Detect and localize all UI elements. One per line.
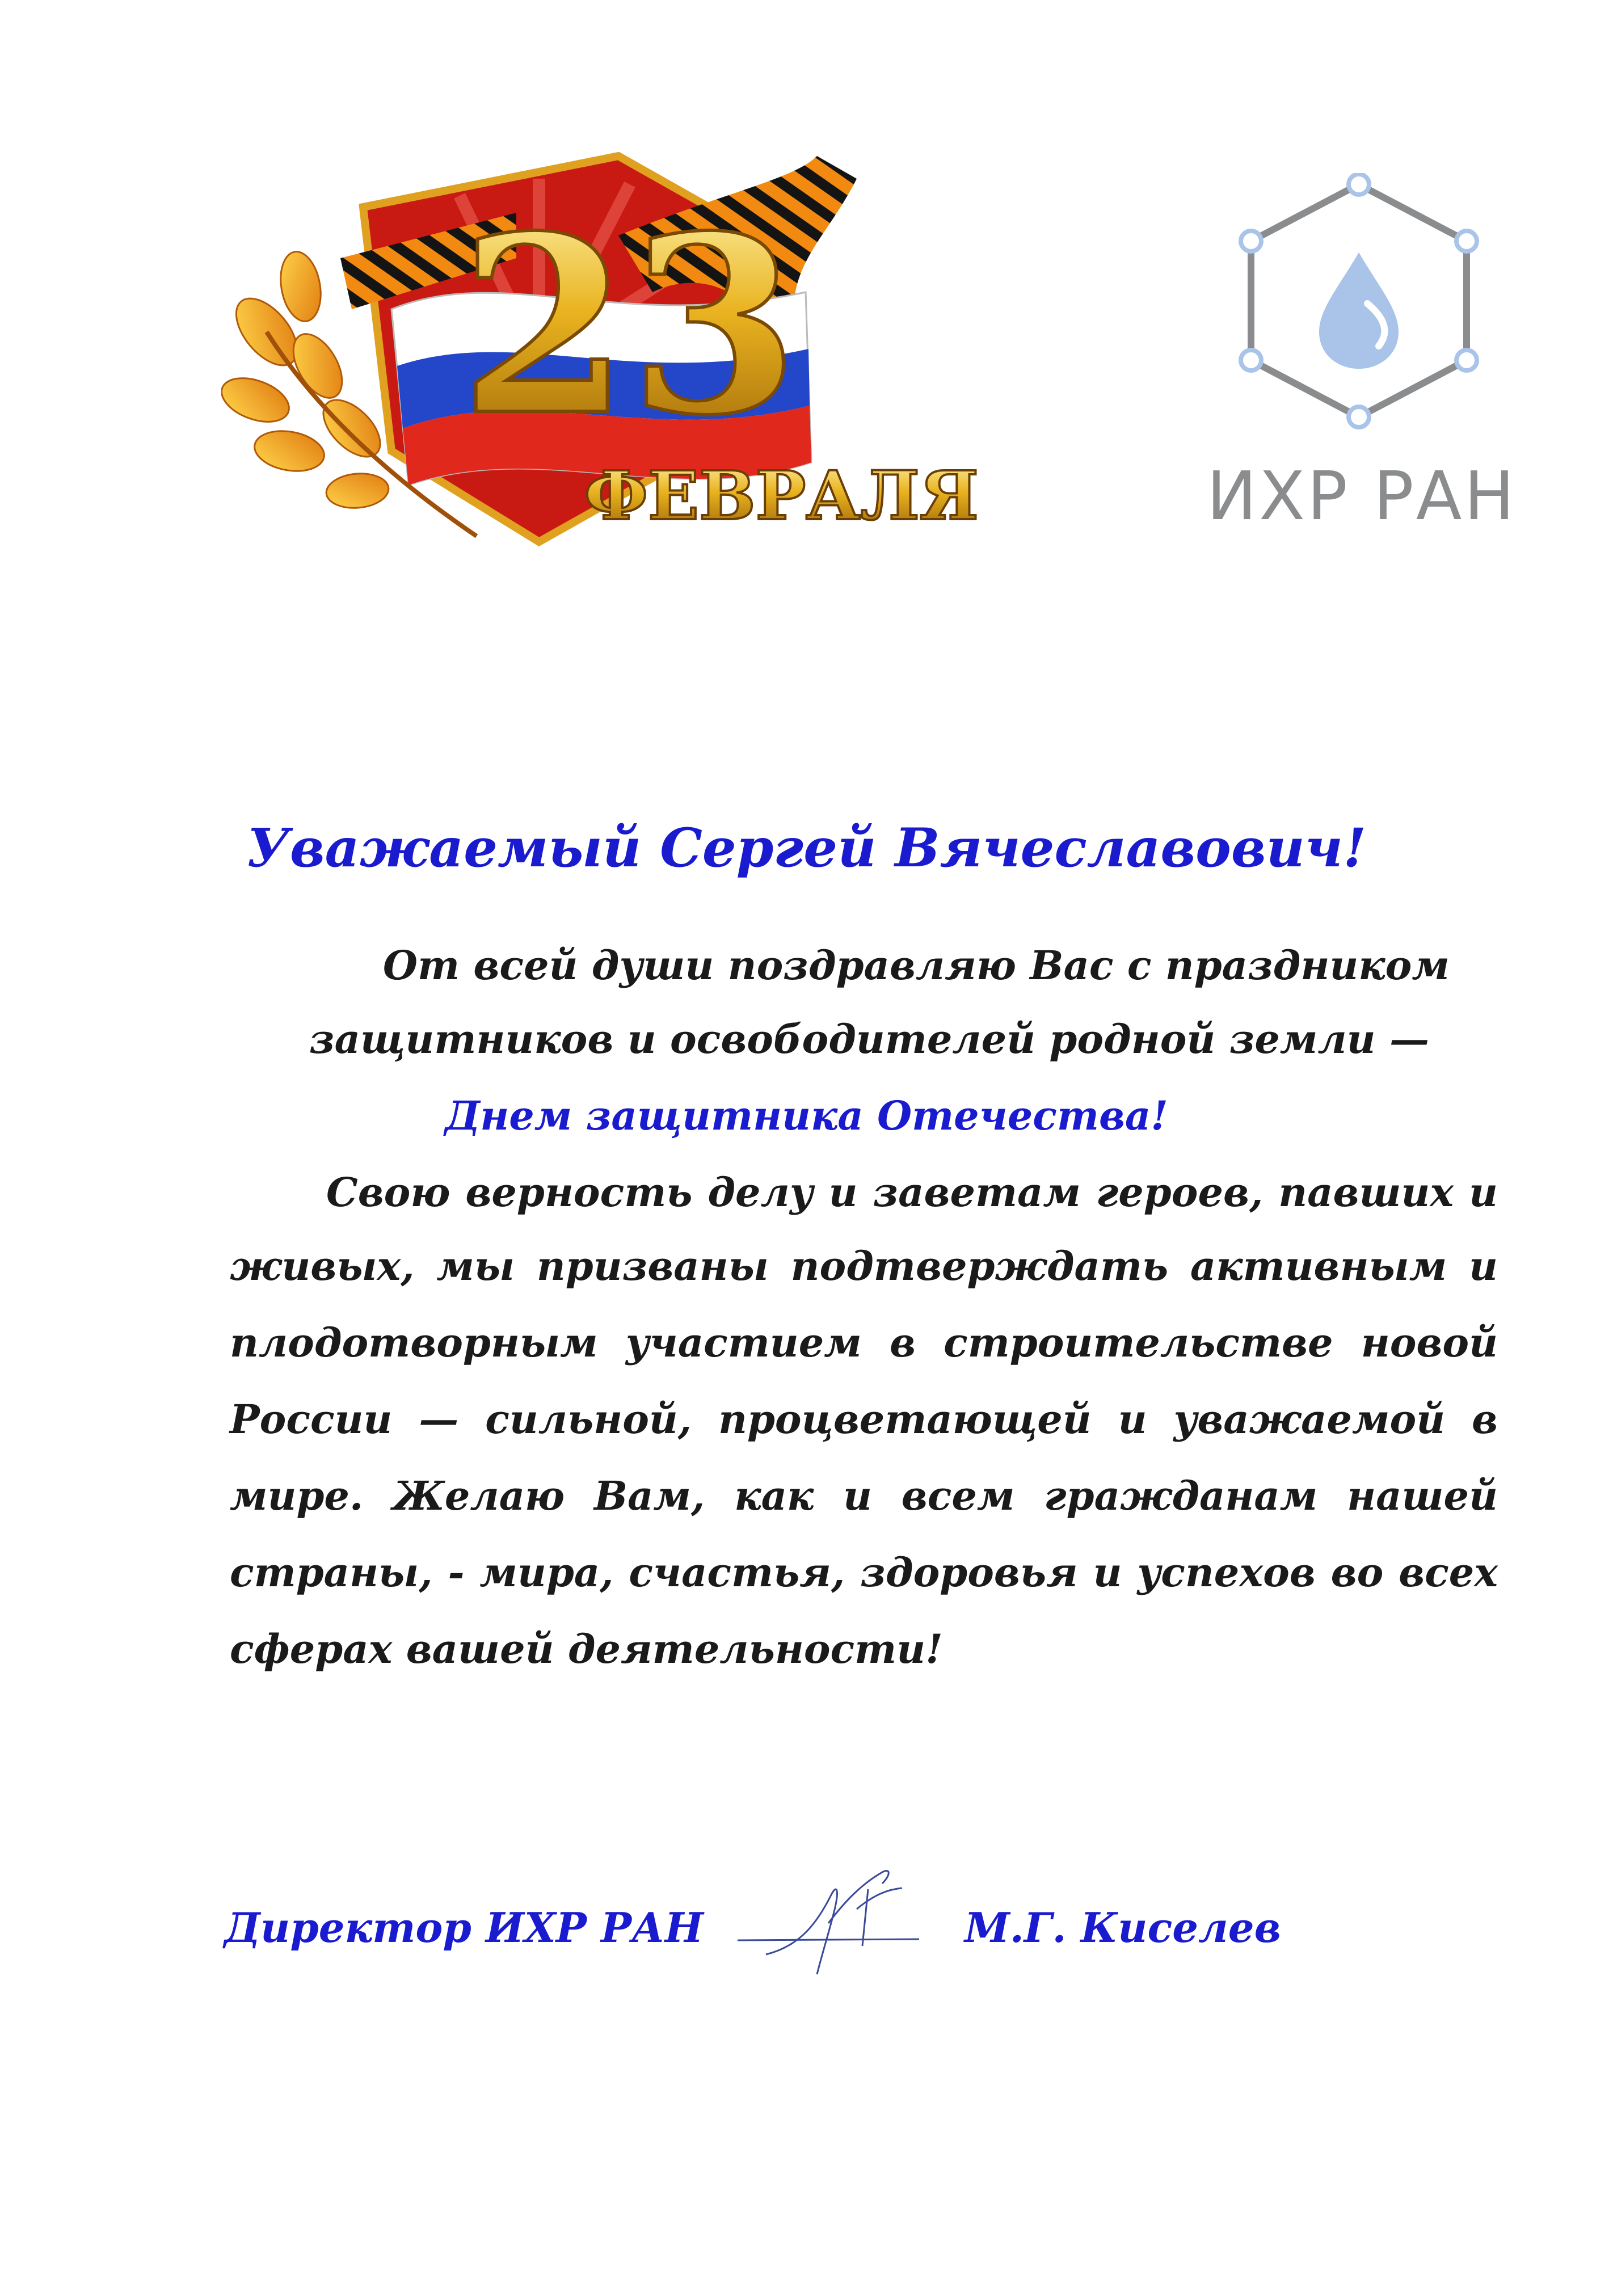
logo-text: ИХР РАН bbox=[1206, 457, 1517, 535]
emblem-month: ФЕВРАЛЯ bbox=[584, 456, 979, 535]
emblem-number: 23 bbox=[460, 183, 799, 469]
body-line-3: плодотворным участием в строительстве новой bbox=[230, 1319, 1498, 1366]
body-line-2: живых, мы призваны подтверждать активным и bbox=[230, 1242, 1498, 1290]
intro-line-2: защитников и освободителей родной земли — bbox=[309, 1016, 1429, 1063]
body-line-1: Свою верность делу и заветам героев, павших и bbox=[326, 1169, 1498, 1216]
february-23-emblem-icon bbox=[221, 145, 1004, 550]
body-line-6: страны, - мира, счастья, здоровья и успехов во всех bbox=[230, 1549, 1498, 1596]
signatory-name: М.Г. Киселев bbox=[965, 1903, 1281, 1952]
intro-line-1: От всей души поздравляю Вас с праздником bbox=[383, 942, 1450, 989]
salutation: Уважаемый Сергей Вячеславович! bbox=[246, 817, 1367, 879]
body-line-4: России — сильной, процветающей и уважаемой в bbox=[230, 1396, 1498, 1443]
body-line-7: сферах вашей деятельности! bbox=[230, 1625, 943, 1673]
body-line-5: мире. Желаю Вам, как и всем гражданам нашей bbox=[230, 1472, 1498, 1519]
signature-icon bbox=[732, 1855, 936, 1997]
holiday-line: Днем защитника Отечества! bbox=[444, 1092, 1169, 1139]
signatory-position: Директор ИХР РАН bbox=[224, 1903, 704, 1952]
